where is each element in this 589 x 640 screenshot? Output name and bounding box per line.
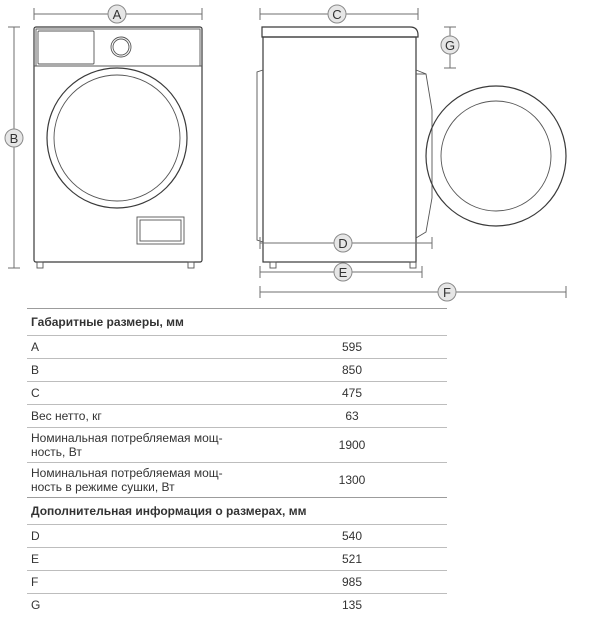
row-value: 540 — [303, 525, 447, 548]
dimension-diagram — [0, 0, 589, 305]
dimension-a — [34, 5, 202, 23]
table-row — [27, 594, 447, 617]
dimension-e — [260, 263, 422, 281]
row-value: 985 — [303, 571, 447, 594]
row-label: G — [27, 594, 303, 617]
dimension-f — [260, 283, 566, 301]
row-label-line1: Номинальная потребляемая мощ- — [31, 431, 223, 445]
dimension-g-label: G — [444, 38, 456, 53]
table-row — [27, 359, 447, 382]
table-row — [27, 428, 447, 463]
row-label: A — [27, 336, 303, 359]
row-label — [27, 463, 303, 498]
table-row — [27, 405, 447, 428]
row-label: C — [27, 382, 303, 405]
table-row — [27, 525, 447, 548]
row-value: 1900 — [303, 428, 447, 463]
dimension-g — [441, 27, 459, 68]
section-header — [27, 309, 447, 336]
dimension-c-label: C — [332, 7, 342, 22]
row-label: E — [27, 548, 303, 571]
row-value: 521 — [303, 548, 447, 571]
row-label: Вес нетто, кг — [27, 405, 303, 428]
row-value: 850 — [303, 359, 447, 382]
row-value: 63 — [303, 405, 447, 428]
section-title: Габаритные размеры, мм — [27, 309, 447, 336]
row-label — [27, 428, 303, 463]
row-label-line2: ность, Вт — [31, 445, 82, 459]
table-row — [27, 463, 447, 498]
row-label: B — [27, 359, 303, 382]
row-value: 1300 — [303, 463, 447, 498]
dimension-b — [5, 27, 23, 268]
dimension-f-label: F — [443, 285, 451, 300]
section-title: Дополнительная информация о размерах, мм — [27, 498, 447, 525]
table-row — [27, 548, 447, 571]
row-label-line1: Номинальная потребляемая мощ- — [31, 466, 223, 480]
row-value: 595 — [303, 336, 447, 359]
dimension-e-label: E — [338, 265, 348, 280]
dimension-d-label: D — [338, 236, 348, 251]
side-view — [257, 27, 566, 268]
specifications-table — [27, 308, 447, 616]
dimension-a-label: A — [112, 7, 122, 22]
row-value: 475 — [303, 382, 447, 405]
dimension-c — [260, 5, 418, 23]
dimension-b-label: B — [9, 131, 19, 146]
row-value: 135 — [303, 594, 447, 617]
dimension-d — [260, 234, 432, 252]
table-row — [27, 382, 447, 405]
row-label-line2: ность в режиме сушки, Вт — [31, 480, 175, 494]
section-header — [27, 498, 447, 525]
front-view — [34, 27, 202, 268]
row-label: D — [27, 525, 303, 548]
row-label: F — [27, 571, 303, 594]
table-row — [27, 571, 447, 594]
table-row — [27, 336, 447, 359]
